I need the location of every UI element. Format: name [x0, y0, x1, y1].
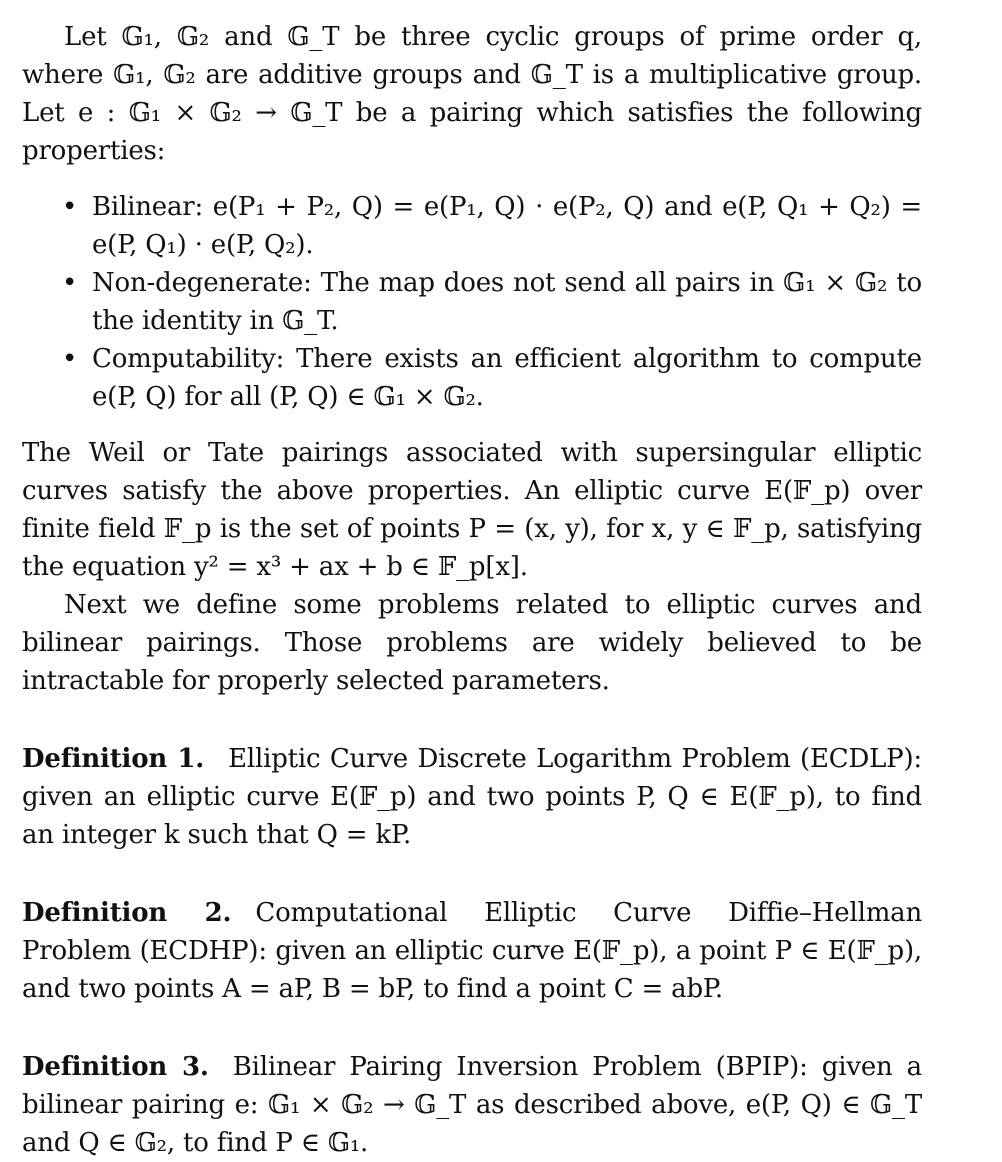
definition-3-label: Definition 3.	[22, 1052, 209, 1082]
definition-1	[22, 740, 922, 854]
weil-tate-paragraph: The Weil or Tate pairings associated with supersingular elliptic curves satisfy the above properties. An elliptic curve E(𝔽_p) over finite field 𝔽_p is the set of points P = (x, y), for x, y ∈ 𝔽_p, satisfying the equation y² = x³ + ax + b ∈ 𝔽_p[x].	[22, 438, 922, 582]
definition-2	[22, 894, 922, 1008]
intro-paragraph: Let 𝔾₁, 𝔾₂ and 𝔾_T be three cyclic groups of prime order q, where 𝔾₁, 𝔾₂ are additive groups and 𝔾_T is a multiplicative group. Let e : 𝔾₁ × 𝔾₂ → 𝔾_T be a pairing which satisfies the following properties:	[22, 22, 922, 166]
bullet-icon: •	[62, 192, 78, 222]
definition-1-label: Definition 1.	[22, 744, 205, 774]
document-page	[22, 18, 922, 1162]
list-item	[22, 340, 922, 416]
problems-intro-paragraph: Next we define some problems related to elliptic curves and bilinear pairings. Those problems are widely believed to be intractable for properly selected parameters.	[22, 590, 922, 696]
pairing-properties-list	[22, 188, 922, 416]
property-bilinear: Bilinear: e(P₁ + P₂, Q) = e(P₁, Q) · e(P₂, Q) and e(P, Q₁ + Q₂) = e(P, Q₁) · e(P, Q₂).	[92, 192, 922, 260]
definition-1-text: Elliptic Curve Discrete Logarithm Problem (ECDLP): given an elliptic curve E(𝔽_p) and two points P, Q ∈ E(𝔽_p), to find an integer k such that Q = kP.	[22, 744, 922, 850]
list-item	[22, 188, 922, 264]
definition-2-text: Computational Elliptic Curve Diffie–Hellman Problem (ECDHP): given an elliptic curve E(𝔽_p), a point P ∈ E(𝔽_p), and two points A = aP, B = bP, to find a point C = abP.	[22, 898, 922, 1004]
bullet-icon: •	[62, 344, 78, 374]
definition-2-label: Definition 2.	[22, 898, 232, 928]
definition-3-text: Bilinear Pairing Inversion Problem (BPIP): given a bilinear pairing e: 𝔾₁ × 𝔾₂ → 𝔾_T as described above, e(P, Q) ∈ 𝔾_T and Q ∈ 𝔾₂, to find P ∈ 𝔾₁.	[22, 1052, 922, 1158]
definition-3	[22, 1048, 922, 1162]
list-item	[22, 264, 922, 340]
property-computability: Computability: There exists an efficient algorithm to compute e(P, Q) for all (P, Q) ∈ 𝔾₁ × 𝔾₂.	[92, 344, 922, 412]
bullet-icon: •	[62, 268, 78, 298]
property-non-degenerate: Non-degenerate: The map does not send all pairs in 𝔾₁ × 𝔾₂ to the identity in 𝔾_T.	[92, 268, 922, 336]
